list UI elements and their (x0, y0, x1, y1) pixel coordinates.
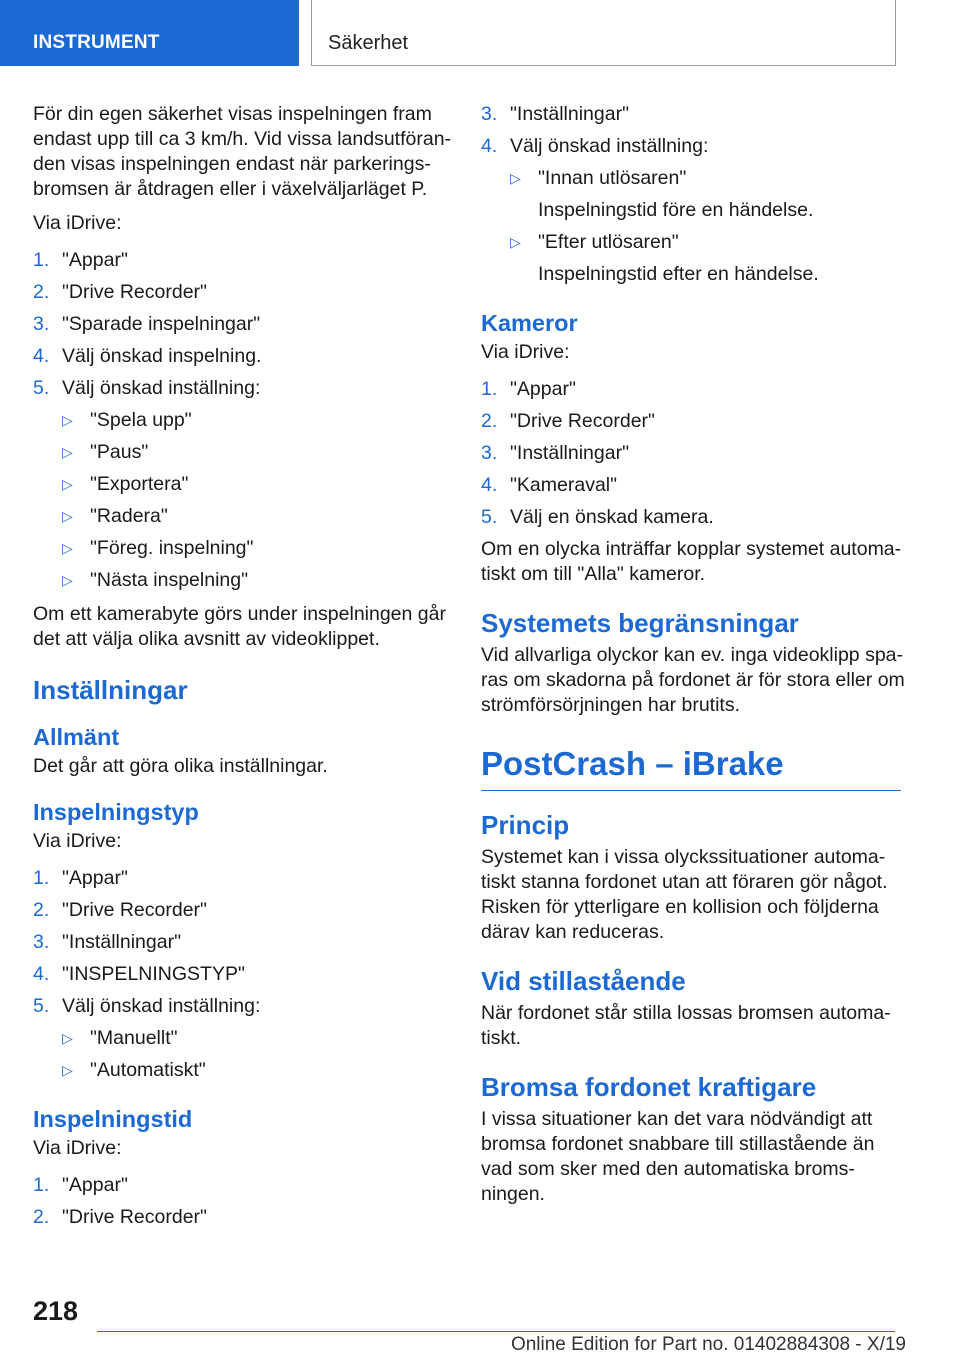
steps-list-type (33, 866, 443, 1026)
step-number: 5. (33, 377, 50, 399)
step-text: "Appar" (62, 249, 128, 271)
heading-standstill: Vid stillastående (481, 966, 686, 996)
footer-edition: Online Edition for Part no. 01402884308 - X/19 (510, 1334, 906, 1355)
sub-item (33, 472, 443, 504)
sub-item (33, 536, 443, 568)
sub-item-text: "Innan utlösaren" (538, 167, 687, 189)
right-column (481, 102, 905, 1216)
steps-list-cameras (481, 377, 901, 537)
steps-list-saved (33, 248, 443, 408)
intro-paragraph: För din egen säkerhet visas inspelningen fram endast upp till ca 3 km/h. Vid vissa landsutföran- den visas inspelningen endast när parkerings- bromsen är åtdragen eller i växelväljarläget P. (33, 103, 452, 200)
step-text: Välj önskad inspelning. (62, 345, 262, 367)
step-text: "Kameraval" (510, 474, 618, 496)
step-number: 1. (33, 867, 50, 889)
crash-paragraph: Om en olycka inträffar kopplar systemet automa- tiskt om till "Alla" kameror. (481, 538, 902, 585)
step-text: "Drive Recorder" (62, 281, 207, 303)
sub-item-text: "Spela upp" (90, 409, 192, 431)
step-number: 4. (33, 963, 50, 985)
step-number: 3. (33, 931, 50, 953)
step-number: 4. (33, 345, 50, 367)
step-text: "Appar" (62, 867, 128, 889)
triangle-bullet-icon: ▷ (62, 1062, 73, 1078)
step-text: Välj önskad inställning: (510, 135, 709, 157)
limits-paragraph: Vid allvarliga olyckor kan ev. inga videoklipp spa- ras om skadorna på fordonet är för stora eller om strömförsörjningen har brutits. (481, 644, 905, 716)
steps-list-time-cont (481, 102, 901, 166)
step-number: 4. (481, 474, 498, 496)
sub-item-text: "Nästa inspelning" (90, 569, 249, 591)
step-item (33, 994, 443, 1026)
step-text: Välj en önskad kamera. (510, 506, 714, 528)
principle-paragraph: Systemet kan i vissa olyckssituationer automa- tiskt stanna fordonet utan att föraren gör något. Risken för ytterligare en kollision och följderna därav kan reduceras. (481, 846, 888, 943)
sub-item (33, 504, 443, 536)
step-text: "Inställningar" (510, 442, 629, 464)
triangle-bullet-icon: ▷ (62, 476, 73, 492)
sub-item-text: "Radera" (90, 505, 168, 527)
step-number: 1. (33, 249, 50, 271)
step-number: 3. (481, 103, 498, 125)
sub-item (33, 440, 443, 472)
step-item (33, 1205, 443, 1237)
step-number: 2. (33, 281, 50, 303)
step-item (481, 409, 901, 441)
step-item (481, 134, 901, 166)
step-item (33, 344, 443, 376)
via-idrive-label: Via iDrive: (33, 212, 122, 234)
step-number: 3. (33, 313, 50, 335)
step-text: "INSPELNINGSTYP" (62, 963, 245, 985)
sub-item-text: "Efter utlösaren" (538, 231, 679, 253)
step-text: Välj önskad inställning: (62, 377, 261, 399)
heading-brake-harder: Bromsa fordonet kraftigare (481, 1072, 817, 1102)
heading-cameras: Kameror (481, 310, 578, 336)
triangle-bullet-icon: ▷ (62, 1030, 73, 1046)
section-tab: INSTRUMENT (0, 0, 299, 66)
step-item (33, 248, 443, 280)
sub-item (33, 568, 443, 600)
step-item (481, 102, 901, 134)
step-text: "Drive Recorder" (510, 410, 655, 432)
via-idrive-label: Via iDrive: (481, 341, 570, 363)
sub-list-type (33, 1026, 443, 1090)
step-number: 4. (481, 135, 498, 157)
triangle-bullet-icon: ▷ (62, 508, 73, 524)
step-number: 5. (33, 995, 50, 1017)
sub-item-text: "Manuellt" (90, 1027, 178, 1049)
sub-item-description: Inspelningstid efter en händelse. (538, 263, 819, 285)
step-item (33, 312, 443, 344)
sub-item (481, 166, 901, 198)
footer-rule (97, 1331, 895, 1332)
step-item (481, 441, 901, 473)
step-item (33, 376, 443, 408)
heading-system-limits: Systemets begränsningar (481, 608, 799, 638)
step-text: "Sparade inspelningar" (62, 313, 261, 335)
sub-item-text: "Paus" (90, 441, 149, 463)
brake-paragraph: I vissa situationer kan det vara nödvändigt att bromsa fordonet snabbare till stillastående än vad som sker med den automatiska broms- ningen. (481, 1108, 875, 1205)
heading-settings: Inställningar (33, 675, 188, 705)
step-item (33, 280, 443, 312)
step-item (33, 866, 443, 898)
via-idrive-label: Via iDrive: (33, 1137, 122, 1159)
left-column (33, 102, 452, 1237)
step-number: 5. (481, 506, 498, 528)
step-item (33, 1173, 443, 1205)
triangle-bullet-icon: ▷ (510, 170, 521, 186)
step-number: 2. (33, 899, 50, 921)
general-paragraph: Det går att göra olika inställningar. (33, 755, 328, 777)
sub-list-trigger (481, 166, 901, 294)
step-text: "Inställningar" (62, 931, 181, 953)
step-item (481, 377, 901, 409)
heading-postcrash: PostCrash – iBrake (481, 744, 901, 791)
step-text: "Drive Recorder" (62, 1206, 207, 1228)
heading-recording-type: Inspelningstyp (33, 799, 199, 825)
chapter-title: Säkerhet (311, 0, 896, 66)
heading-general: Allmänt (33, 724, 120, 750)
sub-item (481, 230, 901, 262)
step-text: Välj önskad inställning: (62, 995, 261, 1017)
step-item (481, 505, 901, 537)
sub-item-description: Inspelningstid före en händelse. (538, 199, 814, 221)
step-number: 2. (33, 1206, 50, 1228)
standstill-paragraph: När fordonet står stilla lossas bromsen automa- tiskt. (481, 1002, 891, 1049)
step-text: "Appar" (62, 1174, 128, 1196)
heading-recording-time: Inspelningstid (33, 1106, 193, 1132)
sub-list-playback (33, 408, 443, 600)
step-number: 1. (481, 378, 498, 400)
triangle-bullet-icon: ▷ (62, 444, 73, 460)
triangle-bullet-icon: ▷ (62, 572, 73, 588)
step-item (33, 930, 443, 962)
step-text: "Inställningar" (510, 103, 629, 125)
sub-item (33, 1058, 443, 1090)
sub-item-text: "Automatiskt" (90, 1059, 206, 1081)
step-text: "Drive Recorder" (62, 899, 207, 921)
triangle-bullet-icon: ▷ (62, 412, 73, 428)
camera-change-paragraph: Om ett kamerabyte görs under inspelningen går det att välja olika avsnitt av videoklippet. (33, 603, 446, 650)
page-number: 218 (33, 1296, 79, 1326)
step-text: "Appar" (510, 378, 576, 400)
steps-list-time (33, 1173, 443, 1237)
sub-item (33, 408, 443, 440)
sub-item (33, 1026, 443, 1058)
triangle-bullet-icon: ▷ (62, 540, 73, 556)
sub-item-text: "Exportera" (90, 473, 189, 495)
sub-item-text: "Föreg. inspelning" (90, 537, 254, 559)
step-number: 2. (481, 410, 498, 432)
triangle-bullet-icon: ▷ (510, 234, 521, 250)
step-item (33, 898, 443, 930)
via-idrive-label: Via iDrive: (33, 830, 122, 852)
step-item (33, 962, 443, 994)
step-item (481, 473, 901, 505)
heading-principle: Princip (481, 810, 570, 840)
step-number: 1. (33, 1174, 50, 1196)
step-number: 3. (481, 442, 498, 464)
